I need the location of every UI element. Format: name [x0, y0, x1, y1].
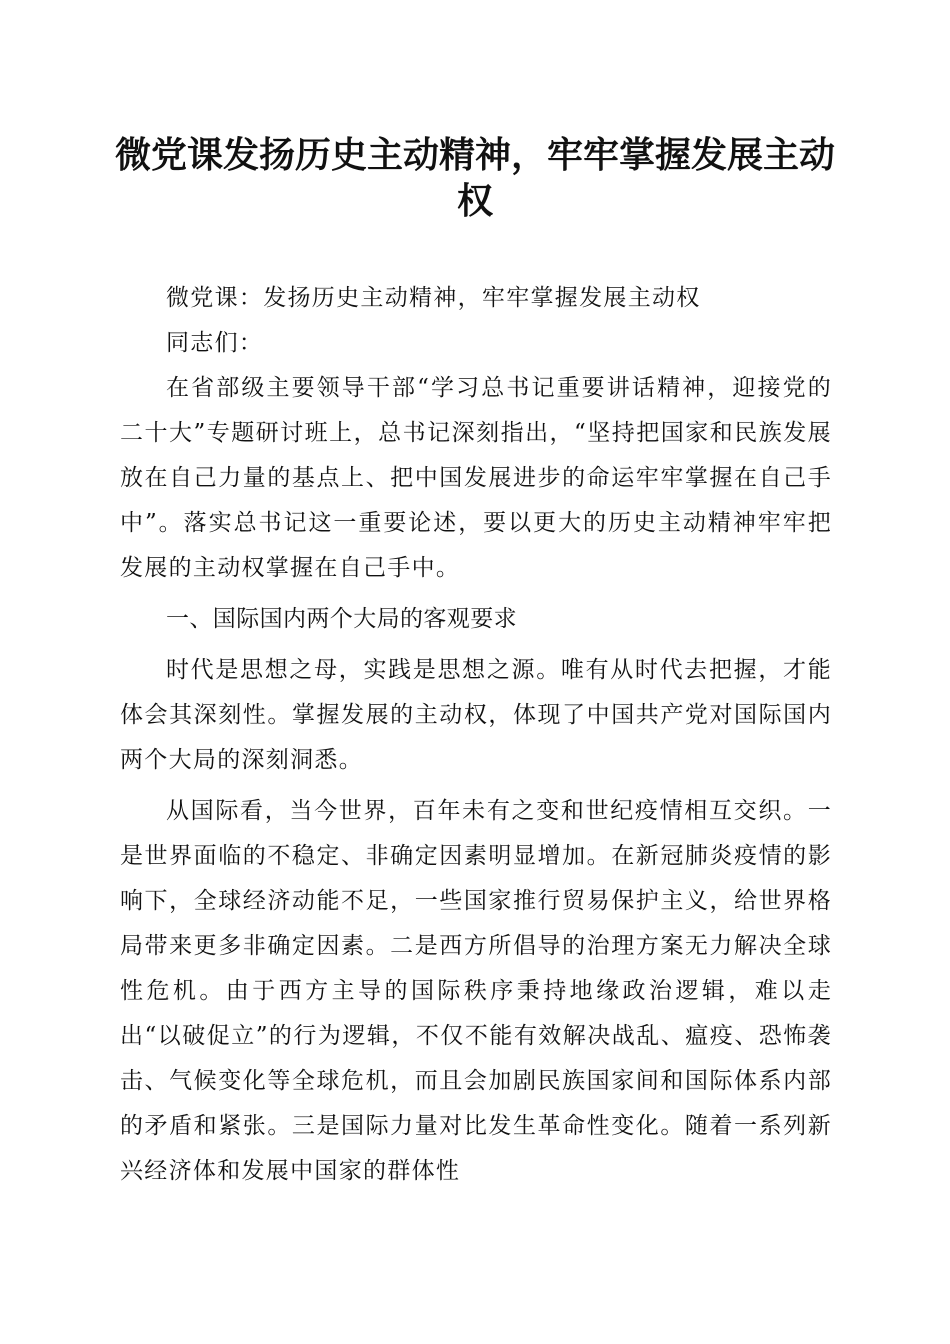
salutation: 同志们：: [166, 330, 264, 356]
body-paragraph: 时代是思想之母，实践是思想之源。唯有从时代去把握，才能体会其深刻性。掌握发展的主动权，体现了中国共产党对国际国内两个大局的深刻洞悉。: [120, 657, 832, 773]
document-title: 微党课发扬历史主动精神，牢牢掌握发展主动权: [114, 134, 835, 222]
section-heading: 一、国际国内两个大局的客观要求: [166, 606, 517, 632]
document-body: [120, 276, 832, 1194]
subtitle-line: 微党课：发扬历史主动精神，牢牢掌握发展主动权: [166, 285, 701, 311]
body-paragraph: 从国际看，当今世界，百年未有之变和世纪疫情相互交织。一是世界面临的不稳定、非确定因素明显增加。在新冠肺炎疫情的影响下，全球经济动能不足，一些国家推行贸易保护主义，给世界格局带来更多非确定因素。二是西方所倡导的治理方案无力解决全球性危机。由于西方主导的国际秩序秉持地缘政治逻辑，难以走出“以破促立”的行为逻辑，不仅不能有效解决战乱、瘟疫、恐怖袭击、气候变化等全球危机，而且会加剧民族国家间和国际体系内部的矛盾和紧张。三是国际力量对比发生革命性变化。随着一系列新兴经济体和发展中国家的群体性: [120, 798, 832, 1184]
intro-paragraph: 在省部级主要领导干部“学习总书记重要讲话精神，迎接党的二十大”专题研讨班上，总书记深刻指出，“坚持把国家和民族发展放在自己力量的基点上、把中国发展进步的命运牢牢掌握在自己手中”。落实总书记这一重要论述，要以更大的历史主动精神牢牢把发展的主动权掌握在自己手中。: [120, 375, 832, 581]
